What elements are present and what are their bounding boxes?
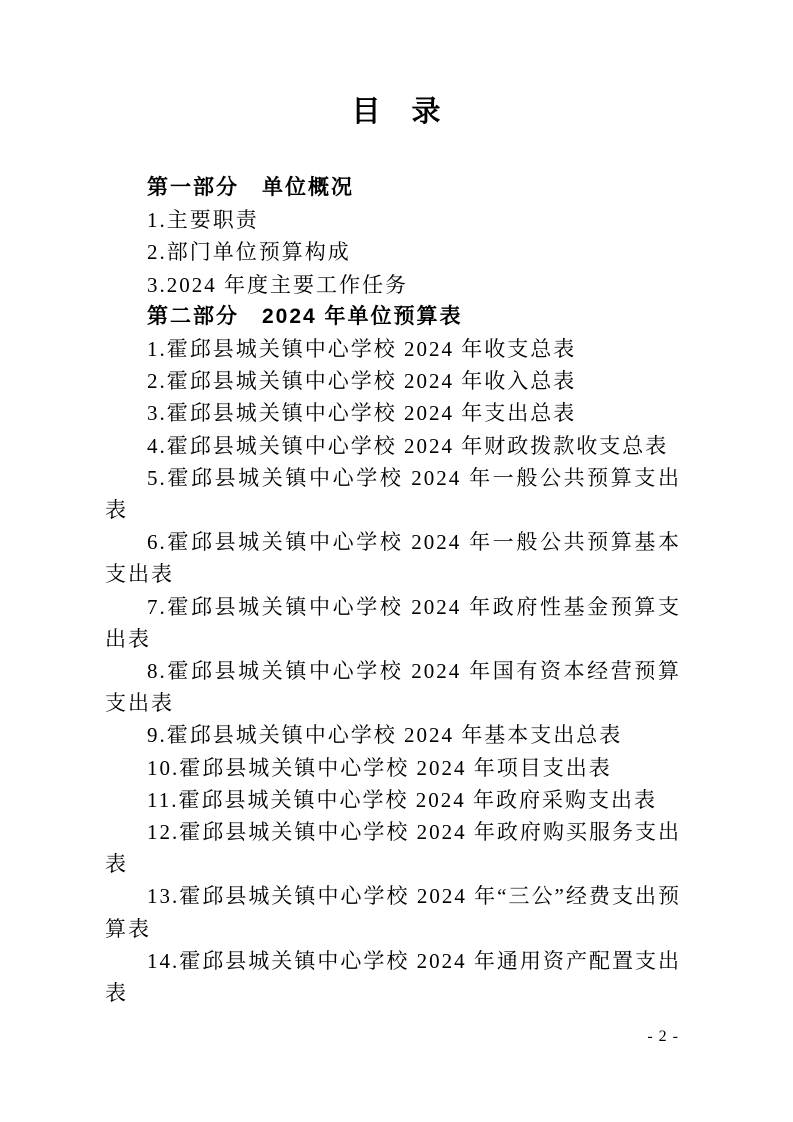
toc-item: 5.霍邱县城关镇中心学校 2024 年一般公共预算支出表 [105,465,681,523]
toc-item: 14.霍邱县城关镇中心学校 2024 年通用资产配置支出表 [105,948,681,1006]
toc-section-1-heading: 第一部分 单位概况 [147,176,354,199]
toc-item: 2.霍邱县城关镇中心学校 2024 年收入总表 [147,369,577,394]
toc-item: 3.2024 年度主要工作任务 [147,272,408,297]
toc-item: 1.霍邱县城关镇中心学校 2024 年收支总表 [147,337,577,362]
toc-item: 10.霍邱县城关镇中心学校 2024 年项目支出表 [147,755,612,780]
toc-item: 9.霍邱县城关镇中心学校 2024 年基本支出总表 [147,723,623,748]
toc-item: 11.霍邱县城关镇中心学校 2024 年政府采购支出表 [147,787,657,812]
toc-item: 2.部门单位预算构成 [147,240,351,265]
page-number: - 2 - [647,1028,679,1045]
toc-item: 8.霍邱县城关镇中心学校 2024 年国有资本经营预算支出表 [105,659,681,716]
toc-item: 4.霍邱县城关镇中心学校 2024 年财政拨款收支总表 [147,433,669,458]
toc-item: 3.霍邱县城关镇中心学校 2024 年支出总表 [147,401,577,426]
toc-item: 1.主要职责 [147,208,259,233]
toc-section-2-heading: 第二部分 2024 年单位预算表 [147,304,463,328]
toc-item: 7.霍邱县城关镇中心学校 2024 年政府性基金预算支出表 [105,594,681,651]
toc-item: 13.霍邱县城关镇中心学校 2024 年“三公”经费支出预算表 [105,884,681,941]
toc-item: 6.霍邱县城关镇中心学校 2024 年一般公共预算基本支出表 [105,530,681,587]
table-of-contents [105,172,681,1009]
toc-item: 12.霍邱县城关镇中心学校 2024 年政府购买服务支出表 [105,820,681,877]
page-title: 目 录 [351,96,442,128]
